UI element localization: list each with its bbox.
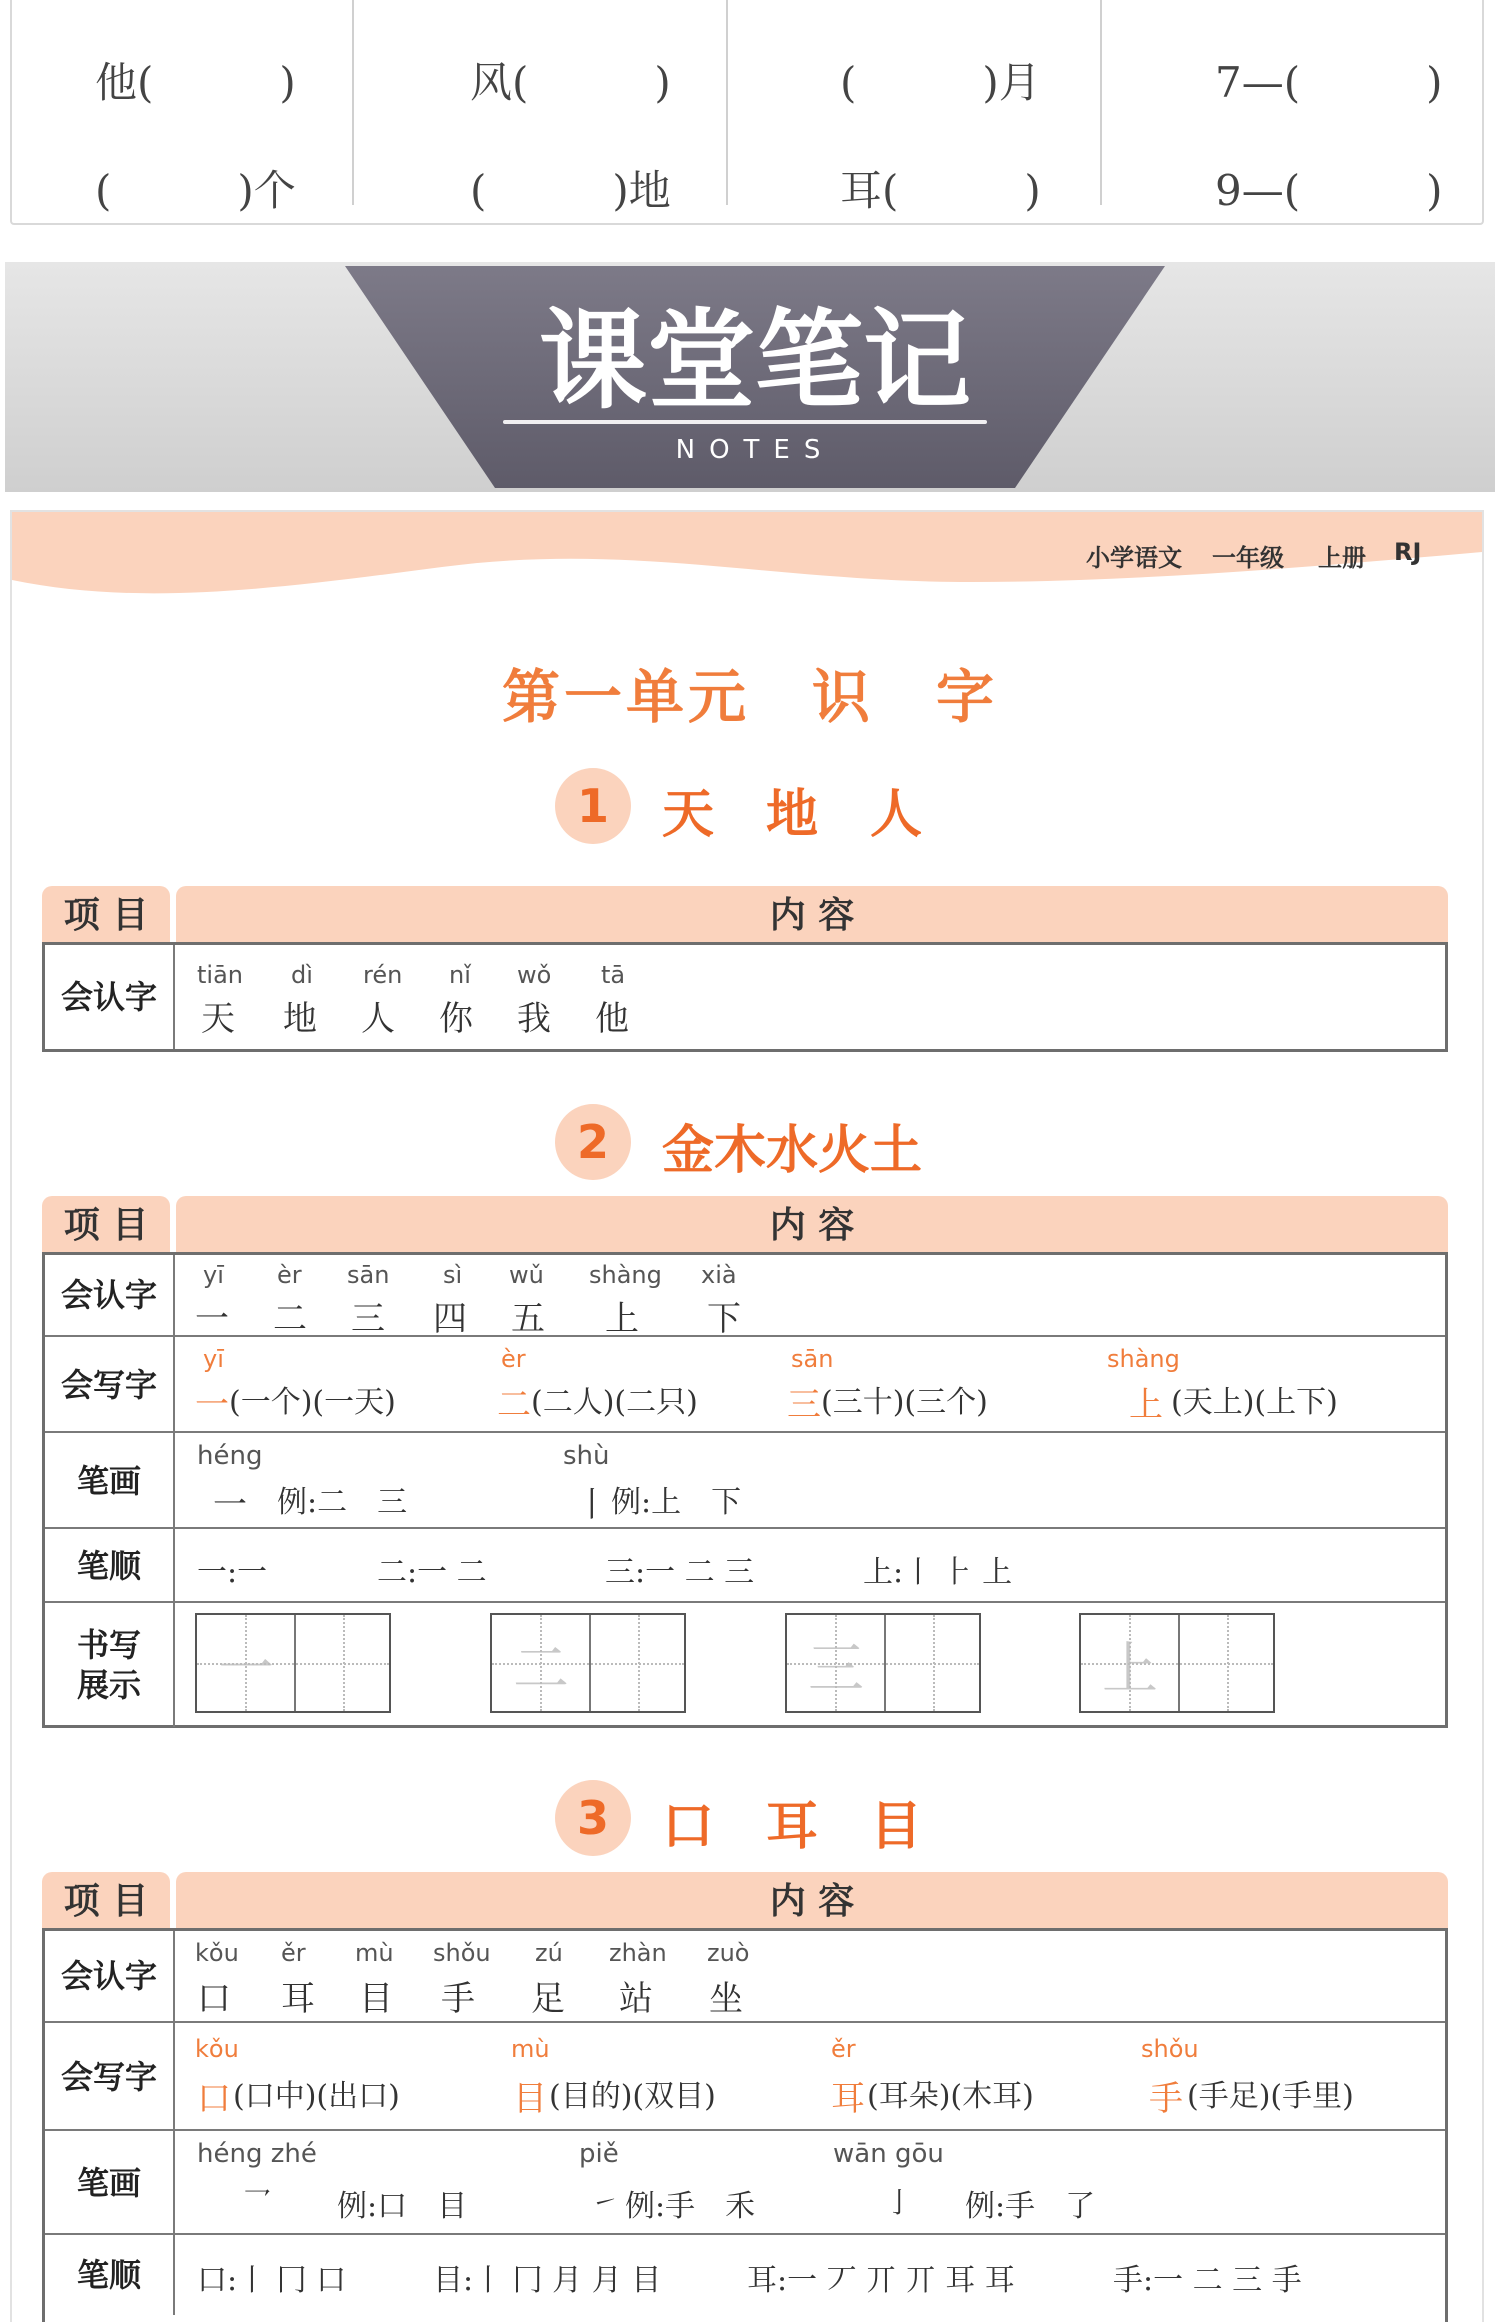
row-renshi [45,1255,1445,1339]
column-divider [173,1529,175,1603]
header-content: 内 容 [176,1872,1448,1928]
pinyin: zuò [707,1939,750,1967]
lesson-number-badge: 2 [555,1104,631,1180]
grid-guide [787,1663,979,1665]
column-divider [173,1931,175,2021]
banner-subtitle: NOTES [675,435,835,465]
hanzi: 二 [273,1299,307,1339]
exercise-divider [726,0,728,205]
exercise-divider [1100,0,1102,205]
write-char: 二 [497,1385,531,1425]
row-label: 书写展示 [76,1626,141,1704]
trace-char: 上 [1102,1637,1158,1702]
trace-char: 三 [808,1637,864,1702]
pinyin: héng zhé [197,2139,317,2169]
exercise-blank[interactable]: ( )个 [95,166,296,215]
row-bihua [45,1431,1445,1529]
hanzi: 三 [351,1299,385,1339]
hanzi: 坐 [709,1979,743,2019]
pinyin: sì [443,1261,463,1289]
pinyin: mù [355,1939,394,1967]
write-char: 耳 [831,2079,865,2119]
stroke-order: 二:一 二 [377,1555,487,1590]
hanzi: 我 [517,999,551,1039]
exercise-blank[interactable]: ( )地 [470,166,671,215]
lesson-2-table [42,1196,1448,1728]
grid-guide [197,1663,389,1665]
column-divider [173,1603,175,1727]
table-header [42,886,1448,942]
column-divider [173,1433,175,1529]
row-shuxie [45,1601,1445,1727]
hanzi: 耳 [281,1979,315,2019]
hanzi: 你 [439,999,473,1039]
row-renshi [45,945,1445,1049]
pinyin: wǒ [517,961,552,989]
stroke-example: 例:手 禾 [625,2189,756,2224]
table-body [42,1928,1448,2322]
hanzi: 目 [359,1979,393,2019]
column-divider [173,1255,175,1335]
grid-guide [1081,1663,1273,1665]
lesson-1-table [42,886,1448,1052]
lesson-number-badge: 1 [555,768,631,844]
row-label: 会写字 [60,1366,157,1404]
stroke-order: 耳:一 丆 丌 丌 耳 耳 [747,2263,1015,2298]
row-label: 会写字 [60,2058,157,2096]
exercise-blank[interactable]: 7—( ) [1215,58,1443,107]
trace-char: 二 [513,1637,569,1702]
exercise-blank[interactable]: ( )月 [840,58,1041,107]
pinyin: tā [601,961,626,989]
table-body [42,942,1448,1052]
pinyin: shǒu [433,1939,491,1967]
pinyin: tiān [197,961,243,989]
exercise-blank[interactable]: 耳( ) [840,166,1041,215]
pinyin: shàng [589,1261,662,1289]
meta-edition: RJ [1394,538,1422,566]
header-content: 内 容 [176,1196,1448,1252]
banner-title: 课堂笔记 [538,299,972,424]
meta-grade: 一年级 [1212,544,1284,572]
pinyin: piě [579,2139,619,2169]
stroke-order: 上:丨 ⺊ 上 [863,1555,1013,1590]
header-item: 项 目 [42,886,170,942]
column-divider [173,945,175,1049]
row-bihua [45,2129,1445,2235]
table-header [42,1872,1448,1928]
hanzi: 上 [605,1299,639,1339]
header-content: 内 容 [176,886,1448,942]
row-xiezi [45,1335,1445,1433]
table-header [42,1196,1448,1252]
pinyin: shù [563,1441,610,1471]
write-char: 上 [1129,1385,1163,1425]
row-label: 笔画 [76,2164,141,2202]
row-xiezi [45,2021,1445,2131]
word-group: (耳朵)(木耳) [867,2079,1034,2114]
row-renshi [45,1931,1445,2021]
stroke: 乛 [243,2186,272,2219]
stroke-order: 手:一 二 三 手 [1113,2263,1302,2298]
lesson-title: 口 耳 目 [662,1797,923,1857]
pinyin: èr [277,1261,302,1289]
hanzi: 手 [441,1979,475,2019]
write-char: 口 [197,2079,231,2119]
pinyin: dì [291,961,313,989]
pinyin: wǔ [509,1261,544,1289]
pinyin: rén [363,961,403,989]
pinyin: yī [203,1261,224,1289]
row-label: 笔顺 [76,2256,141,2294]
word-group: (口中)(出口) [233,2079,400,2114]
pinyin: sān [791,1345,834,1373]
table-body [42,1252,1448,1728]
pinyin: xià [701,1261,737,1289]
hanzi: 口 [197,1979,231,2019]
exercise-blank[interactable]: 他( ) [95,58,296,107]
write-char: 手 [1149,2079,1183,2119]
stroke-example: 例:上 下 [611,1485,742,1520]
stroke: 亅 [885,2186,914,2219]
writing-grid[interactable] [785,1613,981,1713]
row-label: 会认字 [60,978,157,1016]
hanzi: 一 [195,1299,229,1339]
pinyin: sān [347,1261,390,1289]
lesson-title: 天 地 人 [662,785,923,845]
stroke-example: 例:口 目 [337,2189,468,2224]
word-group: (目的)(双目) [549,2079,716,2114]
hanzi: 地 [283,999,317,1039]
column-divider [173,2235,175,2315]
stroke-order: 三:一 二 三 [605,1555,755,1590]
pinyin: wān gōu [833,2139,944,2169]
lesson-3-table [42,1872,1448,2322]
pinyin: ěr [831,2035,856,2063]
pinyin: kǒu [195,1939,239,1967]
grid-guide [492,1663,684,1665]
word-group: (三十)(三个) [821,1385,988,1420]
word-group: (一个)(一天) [229,1385,396,1420]
writing-grid[interactable] [1079,1613,1275,1713]
exercise-blank[interactable]: 9—( ) [1215,166,1443,215]
stroke-order: 目:丨 冂 月 月 目 [433,2263,662,2298]
write-char: 三 [787,1385,821,1425]
row-label: 会认字 [60,1276,157,1314]
stroke-example: 例:手 了 [965,2189,1096,2224]
pinyin: héng [197,1441,263,1471]
pinyin: mù [511,2035,550,2063]
exercise-divider [352,0,354,205]
hanzi: 天 [201,999,235,1039]
writing-grid[interactable] [490,1613,686,1713]
hanzi: 五 [511,1299,545,1339]
row-label: 笔画 [76,1462,141,1500]
word-group: (天上)(上下) [1171,1385,1338,1420]
pinyin: èr [501,1345,526,1373]
hanzi: 他 [595,999,629,1039]
stroke-example: 例:二 三 [277,1485,408,1520]
lesson-number-badge: 3 [555,1780,631,1856]
column-divider [173,2131,175,2235]
write-char: 目 [513,2079,547,2119]
column-divider [173,2023,175,2131]
row-label: 会认字 [60,1957,157,1995]
exercise-blank[interactable]: 风( ) [470,58,671,107]
header-item: 项 目 [42,1872,170,1928]
stroke: 一 [213,1485,247,1525]
unit-title: 第一单元 识 字 [501,663,998,731]
hanzi: 下 [707,1299,741,1339]
meta-subject: 小学语文 [1086,544,1182,572]
row-bishun [45,2233,1445,2315]
notes-banner [5,262,1495,492]
row-bishun [45,1527,1445,1603]
pinyin: nǐ [449,961,471,989]
pinyin: ěr [281,1939,306,1967]
stroke-order: 口:丨 冂 口 [197,2263,347,2298]
meta-term: 上册 [1318,544,1366,572]
header-item: 项 目 [42,1196,170,1252]
stroke: 丨 [575,1485,609,1525]
lesson-title: 金木水火土 [662,1121,923,1181]
stroke: ㇀ [591,2186,620,2219]
write-char: 一 [195,1385,229,1425]
row-label: 笔顺 [76,1547,141,1585]
writing-grid[interactable] [195,1613,391,1713]
trace-char: 一 [218,1637,274,1702]
stroke-order: 一:一 [197,1555,268,1590]
pinyin: shàng [1107,1345,1180,1373]
hanzi: 站 [619,1979,653,2019]
pinyin: yī [203,1345,224,1373]
pinyin: shǒu [1141,2035,1199,2063]
hanzi: 四 [433,1299,467,1339]
hanzi: 足 [531,1979,565,2019]
pinyin: zú [535,1939,563,1967]
column-divider [173,1337,175,1433]
hanzi: 人 [361,999,395,1039]
pinyin: zhàn [609,1939,667,1967]
word-group: (手足)(手里) [1187,2079,1354,2114]
word-group: (二人)(二只) [531,1385,698,1420]
pinyin: kǒu [195,2035,239,2063]
